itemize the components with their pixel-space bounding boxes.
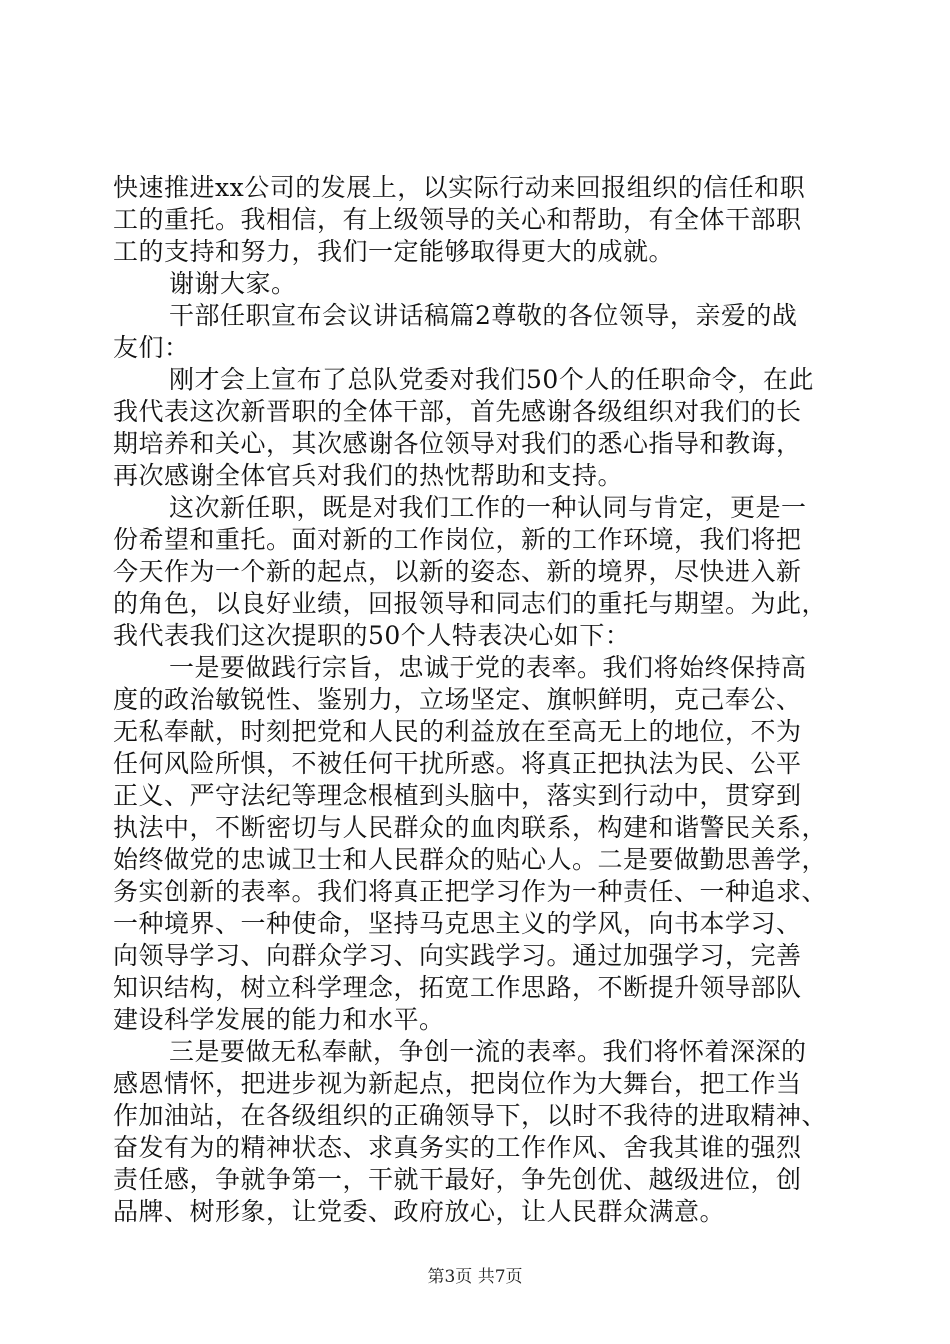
text-line: 任何风险所惧，不被任何干扰所惑。将真正把执法为民、公平 — [113, 749, 802, 778]
text-line: 三是要做无私奉献，争创一流的表率。我们将怀着深深的 — [169, 1037, 807, 1066]
text-line: 的角色，以良好业绩，回报领导和同志们的重托与期望。为此， — [113, 589, 828, 618]
text-line: 正义、严守法纪等理念根植到头脑中，落实到行动中，贯穿到 — [113, 781, 802, 810]
document-body — [113, 172, 835, 1228]
text-line: 度的政治敏锐性、鉴别力，立场坚定、旗帜鲜明，克己奉公、 — [113, 685, 802, 714]
text-line: 无私奉献，时刻把党和人民的利益放在至高无上的地位，不为 — [113, 717, 802, 746]
text-line: 作加油站，在各级组织的正确领导下，以时不我待的进取精神、 — [113, 1101, 828, 1130]
text-line: 刚才会上宣布了总队党委对我们50个人的任职命令，在此 — [169, 365, 814, 394]
page-footer: 第3页 共7页 — [427, 1267, 523, 1287]
text-line: 友们： — [113, 333, 190, 362]
text-line: 一种境界、一种使命，坚持马克思主义的学风，向书本学习、 — [113, 909, 802, 938]
text-line: 始终做党的忠诚卫士和人民群众的贴心人。二是要做勤思善学， — [113, 845, 828, 874]
text-line: 期培养和关心，其次感谢各位领导对我们的悉心指导和教诲， — [113, 429, 802, 458]
text-line: 这次新任职，既是对我们工作的一种认同与肯定，更是一 — [169, 493, 807, 522]
text-line: 建设科学发展的能力和水平。 — [113, 1005, 445, 1034]
text-line: 品牌、树形象，让党委、政府放心，让人民群众满意。 — [113, 1197, 726, 1226]
text-line: 份希望和重托。面对新的工作岗位，新的工作环境，我们将把 — [113, 525, 802, 554]
text-line: 责任感，争就争第一，干就干最好，争先创优、越级进位，创 — [113, 1165, 802, 1194]
text-line: 谢谢大家。 — [169, 269, 297, 298]
text-line: 感恩情怀，把进步视为新起点，把岗位作为大舞台，把工作当 — [113, 1069, 802, 1098]
text-line: 向领导学习、向群众学习、向实践学习。通过加强学习，完善 — [113, 941, 802, 970]
text-line: 再次感谢全体官兵对我们的热忱帮助和支持。 — [113, 461, 624, 490]
text-line: 工的重托。我相信，有上级领导的关心和帮助，有全体干部职 — [113, 205, 802, 234]
text-line: 我代表这次新晋职的全体干部，首先感谢各级组织对我们的长 — [113, 397, 802, 426]
text-line: 快速推进xx公司的发展上，以实际行动来回报组织的信任和职 — [113, 173, 806, 202]
text-line: 一是要做践行宗旨，忠诚于党的表率。我们将始终保持高 — [169, 653, 807, 682]
text-line: 干部任职宣布会议讲话稿篇2尊敬的各位领导，亲爱的战 — [169, 301, 798, 330]
text-line: 奋发有为的精神状态、求真务实的工作作风、舍我其谁的强烈 — [113, 1133, 802, 1162]
text-line: 今天作为一个新的起点，以新的姿态、新的境界，尽快进入新 — [113, 557, 802, 586]
text-line: 务实创新的表率。我们将真正把学习作为一种责任、一种追求、 — [113, 877, 828, 906]
text-line: 工的支持和努力，我们一定能够取得更大的成就。 — [113, 237, 675, 266]
text-line: 我代表我们这次提职的50个人特表决心如下： — [113, 621, 631, 650]
text-line: 知识结构，树立科学理念，拓宽工作思路，不断提升领导部队 — [113, 973, 802, 1002]
text-line: 执法中，不断密切与人民群众的血肉联系，构建和谐警民关系， — [113, 813, 828, 842]
